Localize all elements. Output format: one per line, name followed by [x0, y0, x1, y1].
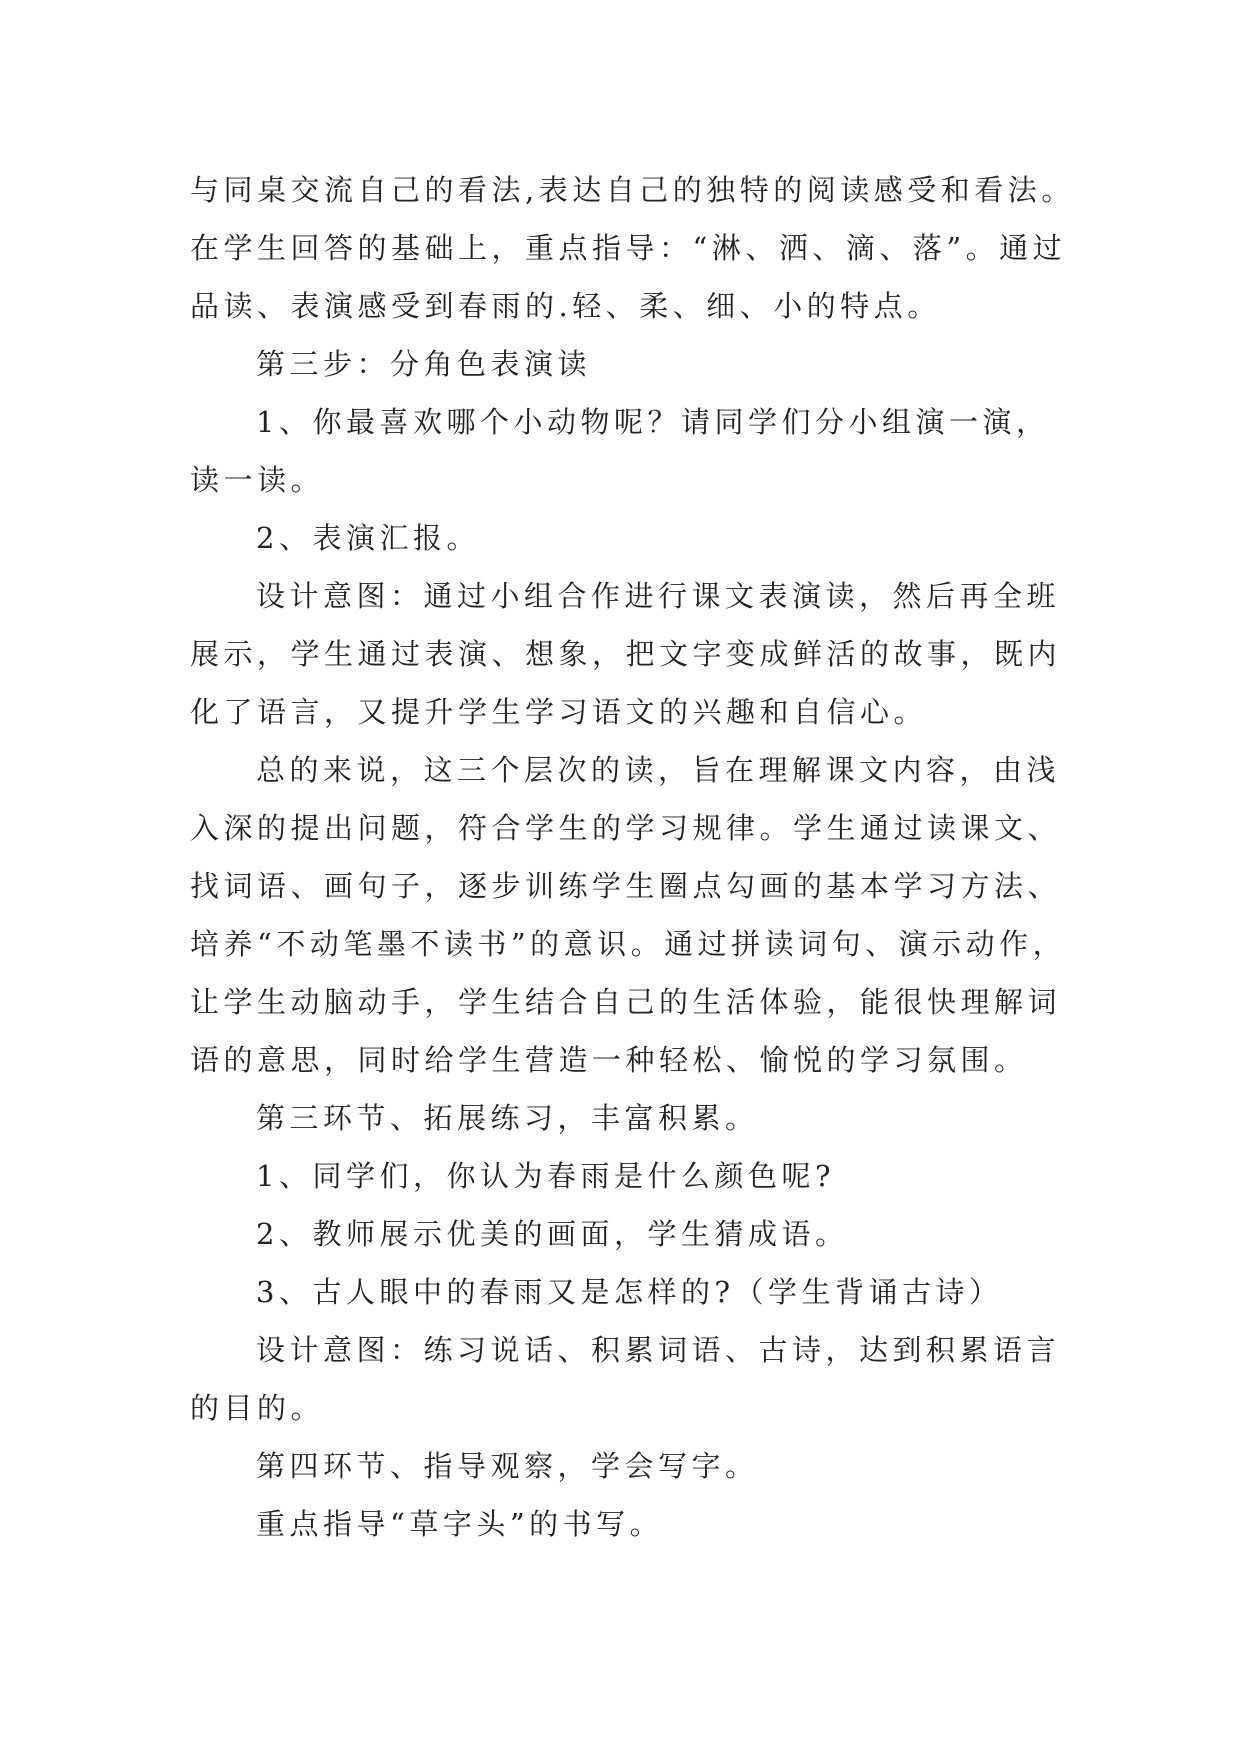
text-line: 总的来说，这三个层次的读，旨在理解课文内容，由浅: [256, 753, 1061, 787]
text-line: 展示，学生通过表演、想象，把文字变成鲜活的故事，既内: [190, 637, 1062, 671]
text-line: 重点指导“草字头”的书写。: [256, 1507, 664, 1541]
text-line: 的目的。: [190, 1391, 325, 1425]
text-line: 第四环节、指导观察，学会写字。: [256, 1449, 759, 1483]
text-line: 设计意图：通过小组合作进行课文表演读，然后再全班: [256, 579, 1061, 613]
text-line: 3、古人眼中的春雨又是怎样的?（学生背诵古诗）: [256, 1275, 1003, 1309]
text-line: 2、教师展示优美的画面，学生猜成语。: [256, 1217, 849, 1251]
text-line: 让学生动脑动手，学生结合自己的生活体验，能很快理解词: [190, 985, 1062, 1019]
text-line: 2、表演汇报。: [256, 521, 480, 555]
text-line: 与同桌交流自己的看法,表达自己的独特的阅读感受和看法。: [190, 173, 1075, 207]
text-line: 在学生回答的基础上，重点指导：“淋、洒、滴、落”。通过: [190, 231, 1067, 265]
text-line: 品读、表演感受到春雨的.轻、柔、细、小的特点。: [190, 289, 941, 323]
text-line: 1、你最喜欢哪个小动物呢？请同学们分小组演一演，: [256, 405, 1050, 439]
text-line: 第三环节、拓展练习，丰富积累。: [256, 1101, 759, 1135]
text-line: 入深的提出问题，符合学生的学习规律。学生通过读课文、: [190, 811, 1062, 845]
text-line: 读一读。: [190, 463, 325, 497]
text-line: 培养“不动笔墨不读书”的意识。通过拼读词句、演示动作，: [190, 927, 1067, 961]
text-line: 化了语言，又提升学生学习语文的兴趣和自信心。: [190, 695, 928, 729]
text-line: 1、同学们，你认为春雨是什么颜色呢?: [256, 1159, 835, 1193]
text-line: 设计意图：练习说话、积累词语、古诗，达到积累语言: [256, 1333, 1061, 1367]
text-line: 语的意思，同时给学生营造一种轻松、愉悦的学习氛围。: [190, 1043, 1028, 1077]
text-line: 第三步：分角色表演读: [256, 347, 592, 381]
text-line: 找词语、画句子，逐步训练学生圈点勾画的基本学习方法、: [190, 869, 1062, 903]
